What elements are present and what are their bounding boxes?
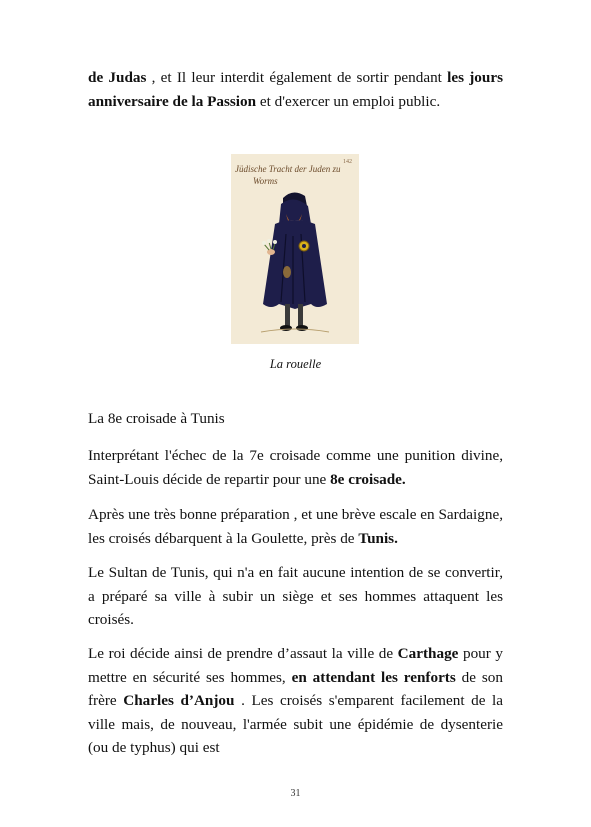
text-run: de Judas [88,69,147,86]
inscription-line2: Worms [253,176,278,186]
text-run: de son frère [88,668,503,709]
section-heading: La 8e croisade à Tunis [88,410,225,427]
text-run: Carthage [397,645,459,662]
text-run: . Les croisés s'emparent facilement de la ville mais, de nouveau, l'armée subit une épidémie de dysenterie (ou de typhus) qui est [88,692,504,756]
paragraph-sultan [88,561,503,632]
page-number: 31 [290,788,301,799]
text-run: et d'exercer un emploi public. [256,92,441,110]
text-run: Après une très bonne préparation , et une brève escale en Sardaigne, les croisés débarquent à la Goulette, près de [88,506,503,547]
text-run: , et Il leur interdit également de sortir pendant [146,69,448,86]
text-run: en attendant les renforts [291,668,456,686]
illustration-figure [231,154,359,344]
paragraph-echec [88,444,503,491]
jewish-man-illustration [231,154,359,344]
inscription-line1: Jüdische Tracht der Juden zu [235,164,341,174]
text-run: Charles d’Anjou [123,692,235,709]
paragraph-preparation [88,503,503,550]
corner-mark: 142 [343,159,352,165]
text-run: Le Sultan de Tunis, qui n'a en fait aucune intention de se convertir, a préparé sa ville à subir un siège et ses hommes attaquent les croisés. [88,564,503,628]
text-run: pour y mettre en sécurité ses hommes, [88,645,503,686]
paragraph-carthage [88,642,503,760]
paragraph-judas [88,66,503,113]
text-run: 8e croisade. [330,470,406,488]
figure-caption: La rouelle [269,357,322,371]
text-run: Interprétant l'échec de la 7e croisade comme une punition divine, Saint-Louis décide de repartir pour une [88,447,503,488]
text-run: Le roi décide ainsi de prendre d’assaut la ville de [88,645,398,662]
text-run: les jours anniversaire de la Passion [88,69,503,110]
text-run: Tunis. [358,529,398,547]
